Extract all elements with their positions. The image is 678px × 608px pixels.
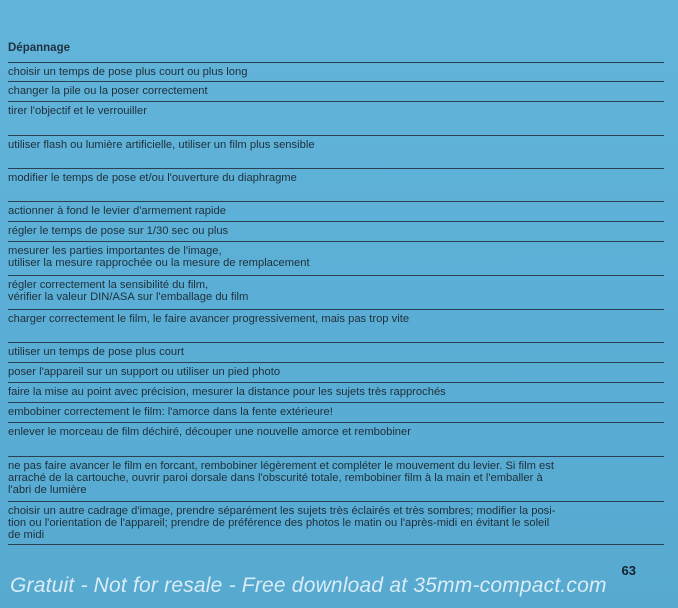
list-item [8, 343, 664, 363]
list-item [8, 62, 664, 82]
list-item-text: utiliser un temps de pose plus court [8, 346, 184, 358]
list-item-text: régler le temps de pose sur 1/30 sec ou plus [8, 225, 229, 237]
list-item-text: choisir un temps de pose plus court ou plus long [8, 66, 248, 78]
list-item-text: charger correctement le film, le faire avancer progressivement, mais pas trop vite [8, 313, 410, 325]
list-item-text: ne pas faire avancer le film en forcant, rembobiner légèrement et compléter le mouvement du levier. Si film est arraché de la cartouche, ouvrir paroi dorsale dans l'obscurité totale, rembobiner film à la main et l'emballer à l'abri de lumière [8, 460, 554, 496]
list-item [8, 423, 664, 457]
list-item [8, 363, 664, 383]
list-item-text: actionner à fond le levier d'armement rapide [8, 205, 226, 217]
list-item [8, 169, 664, 202]
list-item [8, 242, 664, 276]
list-item [8, 403, 664, 423]
troubleshooting-list [8, 62, 664, 545]
list-item-text: changer la pile ou la poser correctement [8, 85, 208, 97]
page-number: 63 [621, 563, 636, 578]
list-item [8, 383, 664, 403]
list-item-text: enlever le morceau de film déchiré, découper une nouvelle amorce et rembobiner [8, 426, 411, 438]
list-item-text: faire la mise au point avec précision, mesurer la distance pour les sujets très rapprochés [8, 386, 446, 398]
list-item [8, 202, 664, 222]
watermark-text: Gratuit - Not for resale - Free download at 35mm-compact.com [10, 574, 607, 597]
list-item-text: poser l'appareil sur un support ou utiliser un pied photo [8, 366, 281, 378]
list-item [8, 457, 664, 502]
list-item [8, 276, 664, 310]
list-item-text: utiliser flash ou lumière artificielle, utiliser un film plus sensible [8, 139, 315, 151]
list-item [8, 102, 664, 136]
list-item-text: régler correctement la sensibilité du film, vérifier la valeur DIN/ASA sur l'emballage du film [8, 279, 249, 303]
section-heading: Dépannage [8, 42, 70, 54]
list-item-text: modifier le temps de pose et/ou l'ouverture du diaphragme [8, 172, 297, 184]
list-item-text: tirer l'objectif et le verrouiller [8, 105, 147, 117]
list-item-text: embobiner correctement le film: l'amorce dans la fente extérieure! [8, 406, 333, 418]
list-item [8, 136, 664, 169]
list-item [8, 310, 664, 343]
list-item [8, 222, 664, 242]
list-item-text: mesurer les parties importantes de l'image, utiliser la mesure rapprochée ou la mesure de remplacement [8, 245, 310, 269]
list-item-text: choisir un autre cadrage d'image, prendre séparément les sujets très éclairés et très sombres; modifier la posi- tion ou l'orientation de l'appareil; prendre de préférence des photos le matin ou l'après-midi en évitant le soleil de midi [8, 505, 556, 541]
list-item [8, 502, 664, 545]
list-item [8, 82, 664, 102]
